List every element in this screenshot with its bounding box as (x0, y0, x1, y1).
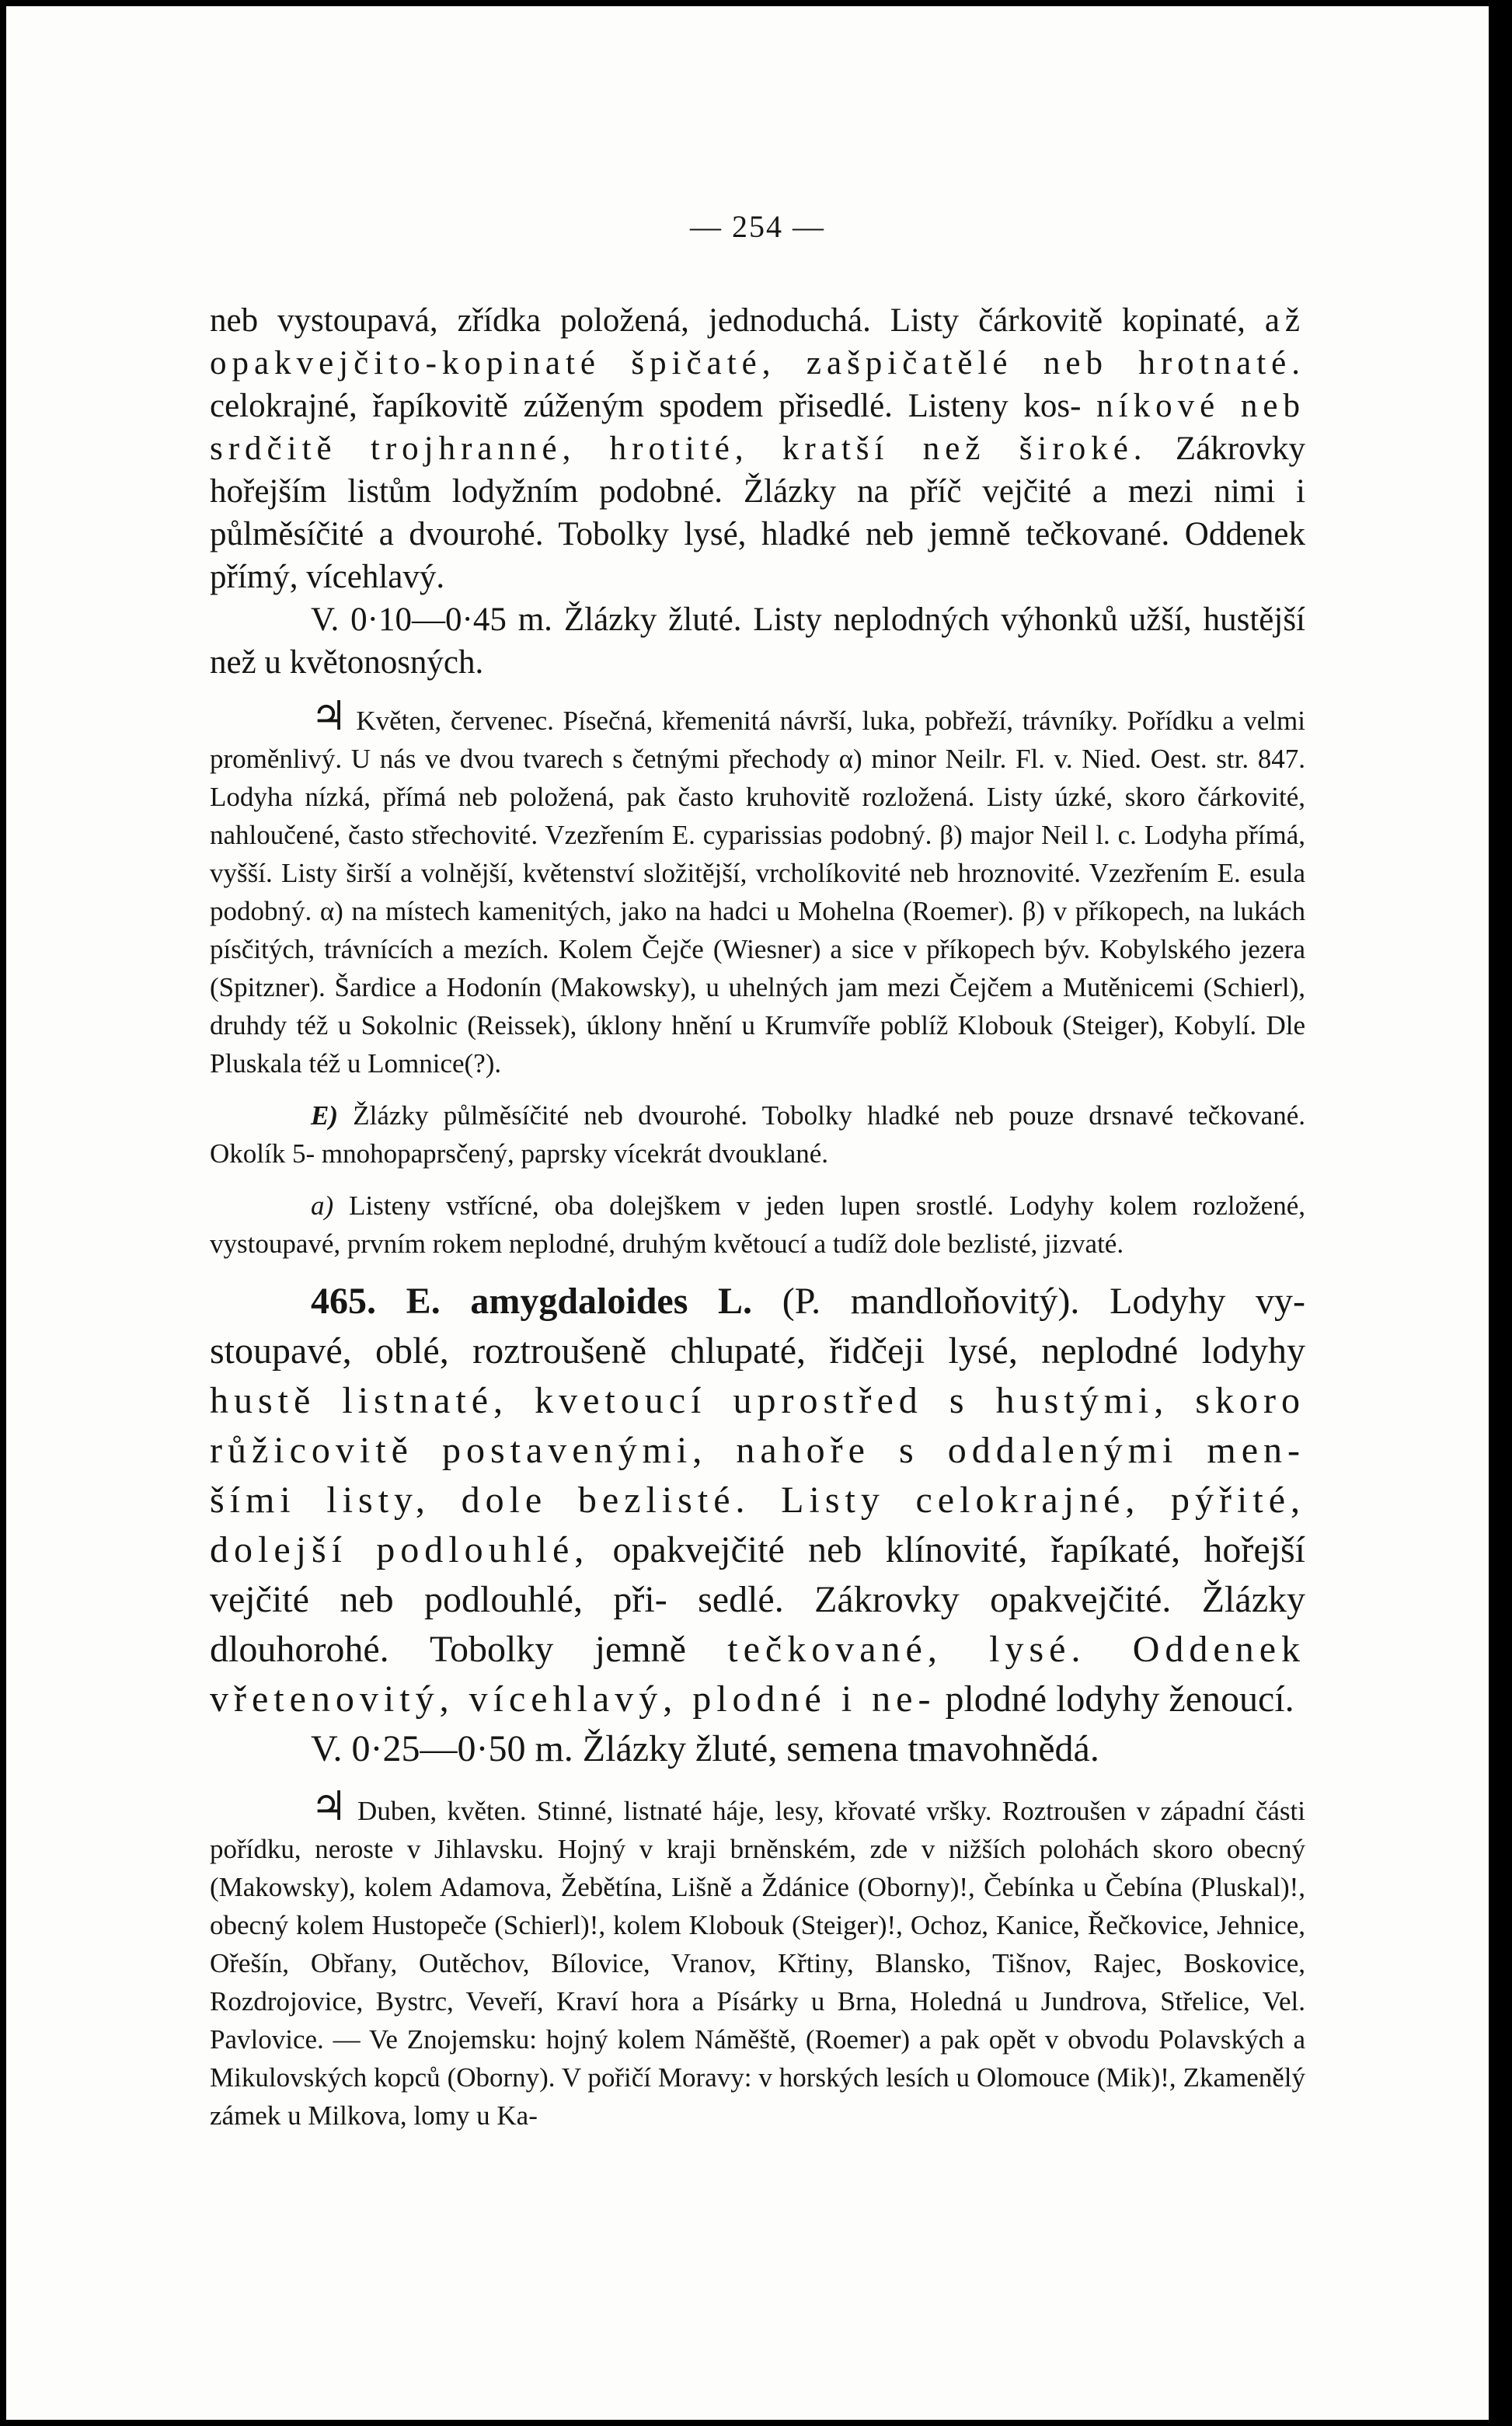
description-paragraph (210, 299, 1305, 598)
text-line: plodné lodyhy ženoucí. (945, 1678, 1294, 1720)
text-line: neb vystoupavá, zřídka položená, jednoduchá. Listy čárkovitě kopinaté, (210, 302, 1245, 339)
page-number: — 254 — (690, 209, 825, 244)
species-measurement: V. 0·25—0·50 m. Žlázky žluté, semena tmavohnědá. (311, 1728, 1099, 1769)
subgroup-a-paragraph (210, 1187, 1305, 1263)
text-line: celokrajné, řapíkovitě zúženým spodem přisedlé. Listeny kos- (210, 388, 1082, 424)
text-line: tečkované, lysé. Oddenek vřetenovitý, vícehlavý, plodné i ne- (210, 1629, 1306, 1720)
page (6, 6, 1489, 2420)
subgroup-label: E) (311, 1100, 338, 1131)
perennial-symbol: ♃ (311, 695, 347, 739)
subgroup-text: Listeny vstřícné, oba dolejškem v jeden lupen srostlé. Lodyhy kolem rozložené, vystoupavé, prvním rokem neplodné, druhým květoucí a tudíž dole bezlisté, jizvaté. (210, 1190, 1305, 1259)
subgroup-E-paragraph (210, 1096, 1305, 1173)
text-line: hustě listnaté, kvetoucí uprostřed s hustými, skoro (210, 1380, 1305, 1421)
habitat-text: Květen, červenec. Písečná, křemenitá návrší, luka, pobřeží, trávníky. Pořídku a velmi proměnlivý. U nás ve dvou tvarech s četnými přechody α) minor Neilr. Fl. v. Nied. Oest. str. 847. Lodyha nízká, přímá neb položená, pak často kruhovitě rozložená. Listy úzké, skoro čárkovité, nahloučené, často střechovité. Vzezřením E. cyparissias podobný. β) major Neil l. c. Lodyha přímá, vyšší. Listy širší a volnější, květenství složitější, vrcholíkovité neb hroznovité. Vzezřením E. esula podobný. α) na místech kamenitých, jako na hadci u Mohelna (Roemer). β) v příkopech, na lukách písčitých, trávnících a mezích. Kolem Čejče (Wiesner) a sice v příkopech býv. Kobylského jezera (Spitzner). Šardice a Hodonín (Makowsky), u uhelných jam mezi Čejčem a Mutěnicemi (Schierl), druhdy též u Sokolnic (Reissek), úklony hnění u Krumvíře poblíž Klobouk (Steiger), Kobylí. Dle Pluskala též u Lomnice(?). (210, 706, 1306, 1079)
text-line: až opakvejčito-kopinaté špičaté, zašpičatělé neb hrotnaté. (210, 302, 1305, 382)
text-line: Lodyhy vy- (1110, 1281, 1306, 1322)
page-content (210, 208, 1305, 2135)
species-number: 465. (311, 1281, 376, 1322)
habitat-paragraph (210, 695, 1306, 1082)
text-line: opakvejčité neb klínovité, řapíkaté, hořejší vejčité neb podlouhlé, při- (210, 1529, 1306, 1620)
text-line: tečkované. Oddenek přímý, vícehlavý. (210, 516, 1306, 595)
text-line: růžicovitě postavenými, nahoře s oddalenými men- (210, 1430, 1305, 1471)
text-line: níkové neb srdčitě trojhranné, hrotité, kratší než široké. (210, 388, 1305, 467)
species-name: E. amygdaloides L. (406, 1281, 753, 1322)
text-line: Zákrovky hořejším listům lodyžním podobné. Žlázky na příč vejčité (210, 430, 1306, 510)
subgroup-label: a) (311, 1190, 334, 1221)
text-line: šími listy, dole bezlisté. Listy celokrajné, pýřité, dolejší podlouhlé, (210, 1480, 1305, 1570)
distribution-paragraph (210, 1785, 1306, 2135)
measurement-paragraph: V. 0·10—0·45 m. Žlázky žluté. Listy neplodných výhonků užší, hustější než u květonosných. (210, 601, 1305, 681)
species-paragraph (210, 1277, 1305, 1724)
text-line: stoupavé, oblé, roztroušeně chlupaté, řidčeji lysé, neplodné lodyhy (210, 1330, 1305, 1372)
text-line: sedlé. Zákrovky opakvejčité. Žlázky dlouhorohé. Tobolky jemně (210, 1579, 1305, 1670)
subgroup-text: Žlázky půlměsíčité neb dvourohé. Tobolky hladké neb pouze drsnavé tečkované. Okolík 5- mnohopaprsčený, paprsky vícekrát dvouklané. (210, 1100, 1305, 1169)
distribution-text: Duben, květen. Stinné, listnaté háje, lesy, křovaté vršky. Roztroušen v západní části pořídku, neroste v Jihlavsku. Hojný v kraji brněnském, zde v nižších polohách skoro obecný (Makowsky), kolem Adamova, Žebětína, Lišně a Ždánice (Oborny)!, Čebínka u Čebína (Pluskal)!, obecný kolem Hustopeče (Schierl)!, kolem Klobouk (Steiger)!, Ochoz, Kanice, Řečkovice, Jehnice, Ořešín, Obřany, Outěchov, Bílovice, Vranov, Křtiny, Blansko, Tišnov, Rajec, Boskovice, Rozdrojovice, Bystrc, Veveří, Kraví hora a Písárky u Brna, Holedná u Jundrova, Střelice, Vel. Pavlovice. — Ve Znojemsku: hojný kolem Náměště, (Roemer) a pak opět v obvodu Polavských a Mikulovských kopců (Oborny). V pořičí Moravy: v horských lesích u Olomouce (Mik)!, Zkamenělý zámek u Milkova, lomy u Ka- (210, 1796, 1306, 2131)
species-czech-name: (P. mandloňovitý). (782, 1281, 1080, 1322)
text-line: a mezi nimi i půlměsíčité a dvourohé. Tobolky lysé, hladké neb jemně (210, 473, 1306, 552)
perennial-symbol: ♃ (311, 1785, 347, 1829)
